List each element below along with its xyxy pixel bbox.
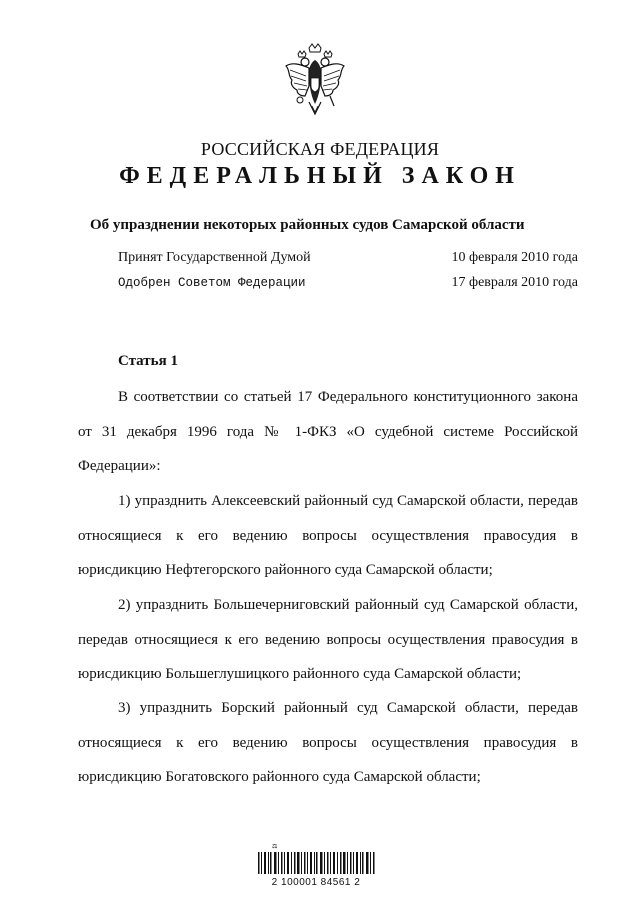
article-intro-paragraph: В соответствии со статьей 17 Федерального конституционного закона от 31 декабря 1996 года № 1-ФКЗ «О судебной системе Российской Федерации»: [78, 389, 578, 474]
barcode [252, 840, 380, 896]
article-item-1: 1) упразднить Алексеевский районный суд Самарской области, передав относящиеся к его ведению вопросы осуществления правосудия в юрисдикцию Нефтегорского районного суда Самарской области; [78, 493, 578, 578]
article-heading: Статья 1 [118, 353, 178, 369]
law-type-heading: ФЕДЕРАЛЬНЫЙ ЗАКОН [119, 163, 521, 189]
council-approval-label: Одобрен Советом Федерации [118, 276, 306, 290]
article-item-3: 3) упразднить Борский районный суд Самарской области, передав относящиеся к его ведению вопросы осуществления правосудия в юрисдикцию Богатовского районного суда Самарской области; [78, 700, 578, 785]
barcode-number: 2 100001 84561 2 [271, 877, 361, 888]
duma-adoption-date: 10 февраля 2010 года [451, 250, 578, 265]
barcode-bars [252, 840, 380, 876]
country-name: РОССИЙСКАЯ ФЕДЕРАЦИЯ [200, 139, 440, 159]
coat-of-arms-icon [282, 42, 348, 120]
duma-adoption-label: Принят Государственной Думой [118, 250, 311, 265]
council-approval-date: 17 февраля 2010 года [451, 275, 578, 290]
article-item-2: 2) упразднить Большечерниговский районный суд Самарской области, передав относящиеся к его ведению вопросы осуществления правосудия в юрисдикцию Большеглушицкого районного суда Самарской области; [78, 597, 578, 682]
law-title: Об упразднении некоторых районных судов Самарской области [90, 217, 525, 233]
svg-text:⚖: ⚖ [272, 843, 278, 850]
